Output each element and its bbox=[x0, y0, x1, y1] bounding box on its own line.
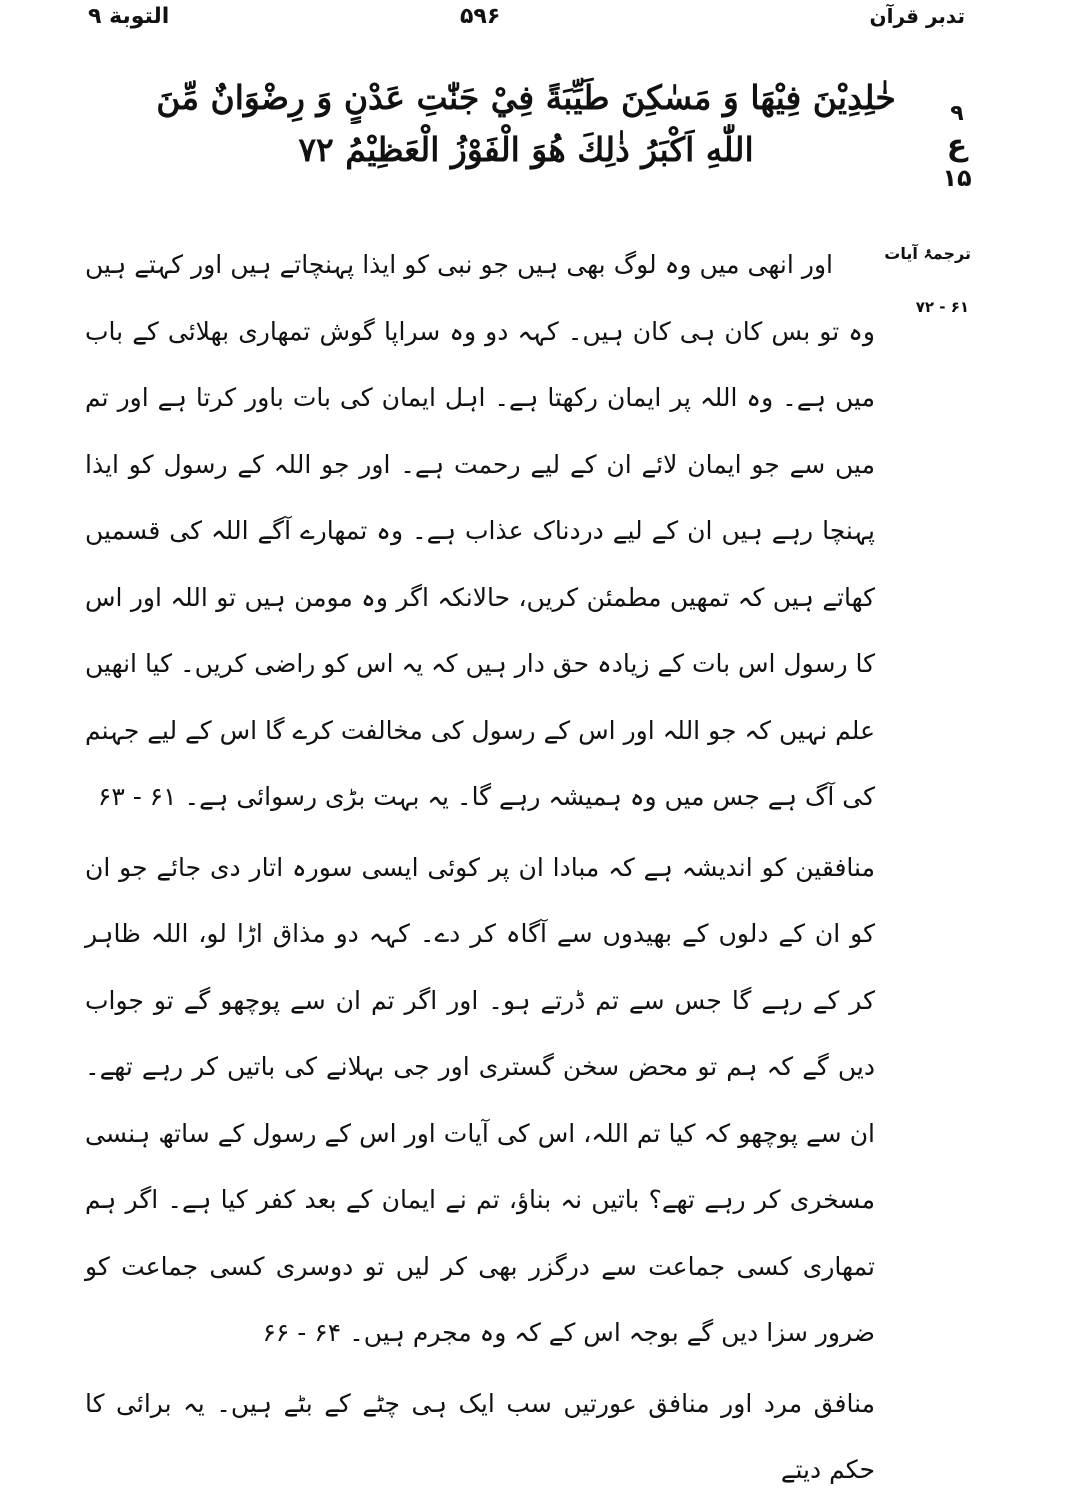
surah-header: التوبة ۹ bbox=[88, 4, 170, 29]
ruku-mark: ۹ bbox=[950, 101, 964, 126]
ruku-number: ۱۵ bbox=[942, 164, 972, 192]
paragraph: منافقین کو اندیشہ ہے کہ مبادا ان پر کوئی ایسی سورہ اتار دی جائے جو ان کو ان کے دلوں کے بھیدوں سے آگاہ کر دے۔ کہہ دو مذاق اڑا لو، اللہ ظاہر کر کے رہے گا جس سے تم ڈرتے ہو۔ اور اگر تم ان سے پوچھو گے تو جواب دیں گے کہ ہم تو محض سخن گستری اور جی بہلانے کی باتیں کر رہے تھے۔ ان سے پوچھو کہ کیا تم اللہ، اس کی آیات اور اس کے رسول کے ساتھ ہنسی مسخری کر رہے تھے؟ باتیں نہ بناؤ، تم نے ایمان کے بعد کفر کیا ہے۔ اگر ہم تمھاری کسی جماعت سے درگزر بھی کر لیں تو دوسری کسی جماعت کو ضرور سزا دیں گے بوجہ اس کے کہ وہ مجرم ہیں۔ ۶۴ - ۶۶ bbox=[85, 852, 875, 1347]
paragraph: اور انھی میں وہ لوگ بھی ہیں جو نبی کو ایذا پہنچاتے ہیں اور کہتے ہیں وہ تو بس کان ہی کان ہیں۔ کہہ دو وہ سراپا گوش تمھاری بھلائی کے باب میں ہے۔ وہ اللہ پر ایمان رکھتا ہے۔ اہل ایمان کی بات باور کرتا ہے اور تم میں سے جو ایمان لائے ان کے لیے رحمت ہے۔ اور جو اللہ کے رسول کو ایذا پہنچا رہے ہیں ان کے لیے دردناک عذاب ہے۔ وہ تمھارے آگے اللہ کی قسمیں کھاتے ہیں کہ تمھیں مطمئن کریں، حالانکہ اگر وہ مومن ہیں تو اللہ اور اس کا رسول اس بات کے زیادہ حق دار ہیں کہ یہ اس کو راضی کریں۔ کیا انھیں علم نہیں کہ جو اللہ اور اس کے رسول کی مخالفت کرے گا اس کے لیے جہنم کی آگ ہے جس میں وہ ہمیشہ رہے گا۔ یہ بہت بڑی رسوائی ہے۔ ۶۱ - ۶۳ bbox=[85, 250, 875, 811]
verse-reference: ۶۱ - ۷۲ bbox=[915, 298, 969, 316]
ruku-symbol: ع bbox=[946, 128, 968, 163]
translation-label: ترجمۂ آیات bbox=[884, 244, 971, 263]
verse-line-2: اللّٰهِ اَكْبَرُ ذٰلِكَ هُوَ الْفَوْزُ الْعَظِيْمُ ۷۲ bbox=[298, 130, 754, 169]
translation-body bbox=[85, 232, 875, 1504]
page-number: ۵۹۶ bbox=[460, 4, 501, 29]
verse-line-1: خٰلِدِيْنَ فِيْهَا وَ مَسٰكِنَ طَيِّبَةً فِيْ جَنّٰتِ عَدْنٍ وَ رِضْوَانٌ مِّنَ bbox=[156, 78, 896, 117]
paragraph: منافق مرد اور منافق عورتیں سب ایک ہی چٹے کے بٹے ہیں۔ یہ برائی کا حکم دیتے bbox=[85, 1388, 875, 1484]
ruku-marker bbox=[933, 98, 981, 194]
book-title: تدبر قرآن bbox=[869, 4, 965, 28]
quran-verse bbox=[96, 72, 956, 176]
